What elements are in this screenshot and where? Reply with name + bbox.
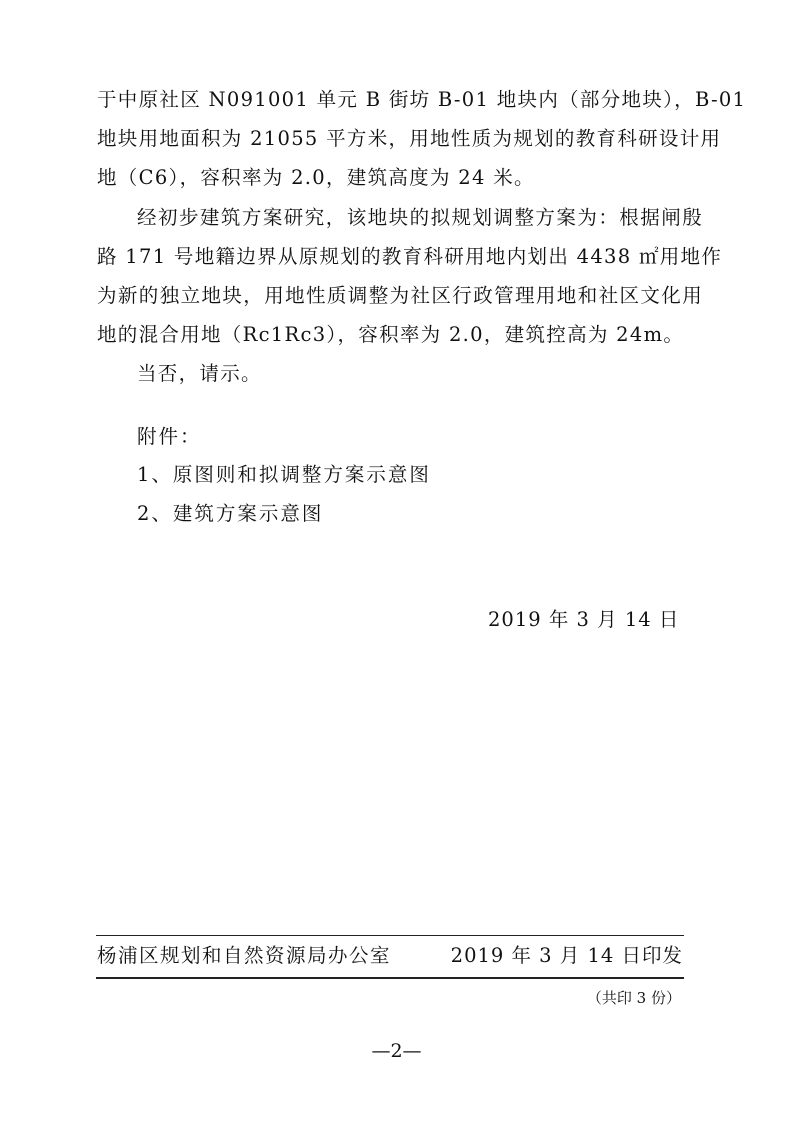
attachment-item-1: 1、原图则和拟调整方案示意图: [137, 463, 431, 486]
paragraph-2-line-3: 为新的独立地块，用地性质调整为社区行政管理用地和社区文化用: [97, 284, 703, 307]
footer-bottom-rule: [96, 977, 684, 979]
paragraph-2-line-4: 地的混合用地（Rc1Rc3），容积率为 2.0，建筑控高为 24m。: [97, 323, 685, 346]
footer-issue-date: 2019 年 3 月 14 日印发: [450, 944, 683, 967]
paragraph-1-line-3: 地（C6），容积率为 2.0，建筑高度为 24 米。: [97, 166, 535, 189]
footer-copies: （共印 3 份）: [586, 989, 681, 1007]
request-line: 当否，请示。: [137, 362, 262, 385]
paragraph-1-line-2: 地块用地面积为 21055 平方米，用地性质为规划的教育科研设计用: [97, 127, 722, 150]
footer-issuer: 杨浦区规划和自然资源局办公室: [97, 944, 392, 967]
page-number: —2—: [371, 1040, 422, 1062]
attachments-heading: 附件：: [137, 425, 202, 448]
paragraph-2-line-1: 经初步建筑方案研究，该地块的拟规划调整方案为：根据闸殷: [137, 206, 703, 229]
attachment-item-2: 2、建筑方案示意图: [137, 502, 324, 525]
paragraph-2-line-2: 路 171 号地籍边界从原规划的教育科研用地内划出 4438 ㎡用地作: [97, 245, 723, 268]
footer-top-rule: [96, 935, 684, 936]
paragraph-1-line-1: 于中原社区 N091001 单元 B 街坊 B-01 地块内（部分地块），B-01: [97, 88, 747, 111]
signature-date: 2019 年 3 月 14 日: [488, 608, 680, 631]
